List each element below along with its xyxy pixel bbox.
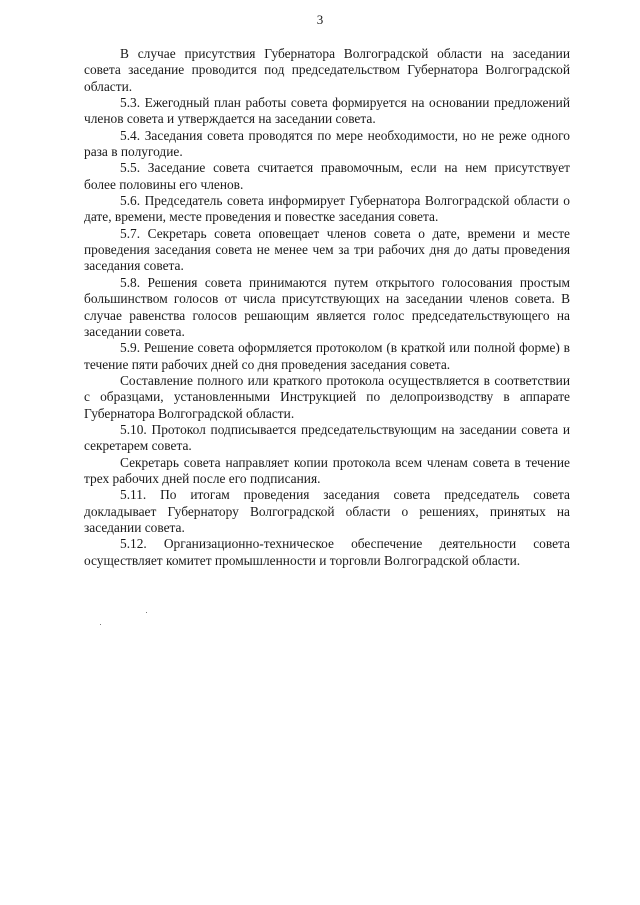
document-body — [84, 46, 570, 569]
paragraph-governor-presence: В случае присутствия Губернатора Волгоградской области на заседании совета заседание проводится под председательством Губернатора Волгоградской области. — [84, 46, 570, 94]
page-number: 3 — [316, 12, 324, 27]
scan-speck — [146, 612, 147, 613]
paragraph-5-6: 5.6. Председатель совета информирует Губернатора Волгоградской области о дате, времени, месте проведения и повестке заседания совета. — [84, 193, 570, 225]
paragraph-5-5: 5.5. Заседание совета считается правомочным, если на нем присутствует более половины его членов. — [84, 160, 570, 192]
paragraph-5-3: 5.3. Ежегодный план работы совета формируется на основании предложений членов совета и утверждается на заседании совета. — [84, 95, 570, 127]
paragraph-protocol-copies: Секретарь совета направляет копии протокола всем членам совета в течение трех рабочих дней после его подписания. — [84, 454, 570, 486]
paragraph-5-10: 5.10. Протокол подписывается председательствующим на заседании совета и секретарем совета. — [84, 421, 570, 454]
paragraph-5-4: 5.4. Заседания совета проводятся по мере необходимости, но не реже одного раза в полугодие. — [84, 127, 570, 160]
paragraph-5-7: 5.7. Секретарь совета оповещает членов совета о дате, времени и месте проведения заседания совета не менее чем за три рабочих дня до даты проведения заседания совета. — [84, 225, 570, 274]
paragraph-protocol-compilation: Составление полного или краткого протокола осуществляется в соответствии с образцами, установленными Инструкцией по делопроизводству в аппарате Губернатора Волгоградской области. — [84, 372, 570, 421]
paragraph-5-12: 5.12. Организационно-техническое обеспечение деятельности совета осуществляет комитет промышленности и торговли Волгоградской области. — [84, 536, 570, 568]
paragraph-5-11: 5.11. По итогам проведения заседания совета председатель совета докладывает Губернатору Волгоградской области о решениях, принятых на заседании совета. — [84, 487, 570, 535]
scan-specks — [100, 612, 160, 632]
paragraph-5-8: 5.8. Решения совета принимаются путем открытого голосования простым большинством голосов от числа присутствующих на заседании членов совета. В случае равенства голосов решающим является голос председательствующего на заседании совета. — [84, 274, 570, 339]
paragraph-5-9: 5.9. Решение совета оформляется протоколом (в краткой или полной форме) в течение пяти рабочих дней со дня проведения заседания совета. — [84, 340, 570, 372]
scan-speck — [100, 624, 101, 625]
